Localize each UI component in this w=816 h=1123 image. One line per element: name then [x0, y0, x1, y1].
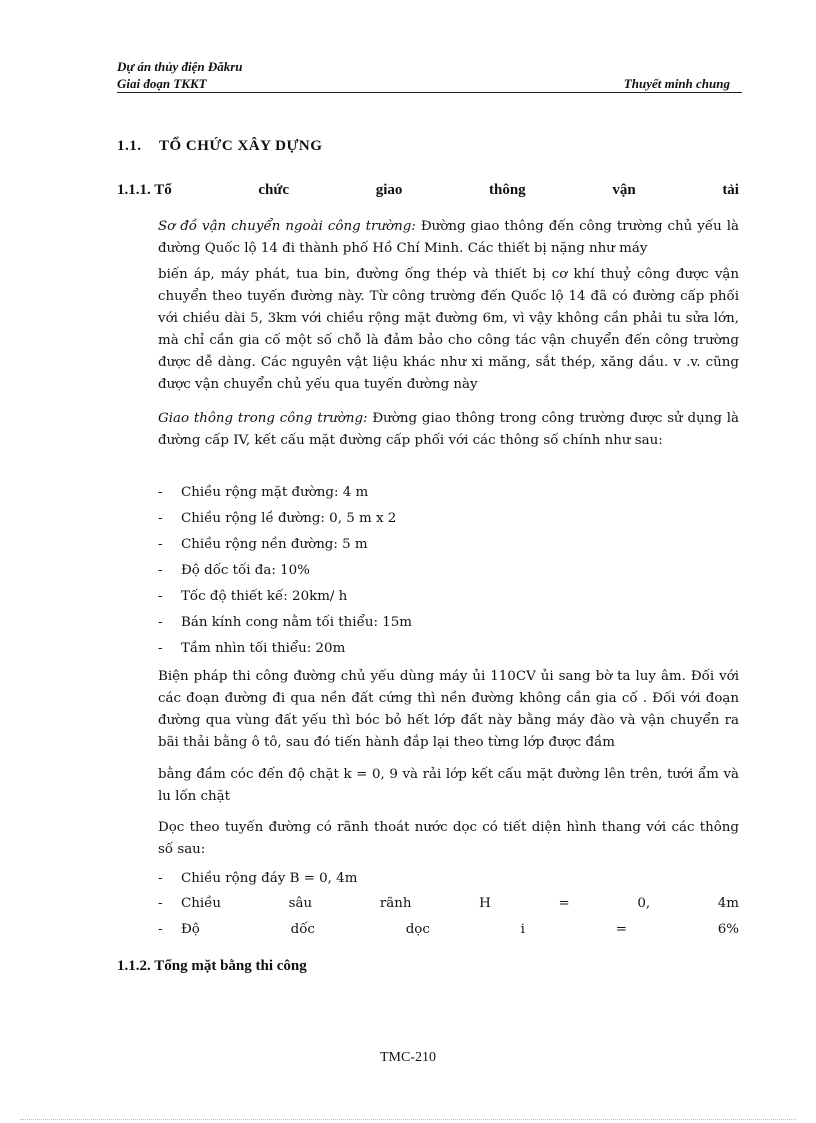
page-bottom-border — [20, 1119, 796, 1120]
list-item: - Chiều rộng đáy B = 0, 4m — [158, 871, 358, 886]
paragraph-construction-method-cont — [158, 764, 739, 808]
list-item: - Độ dốc dọc i = 6% — [158, 922, 739, 937]
paragraph-internal-transport — [158, 408, 739, 452]
paragraph-text: biến áp, máy phát, tua bin, đường ống thép và thiết bị cơ khí thuỷ công được vận chuyển theo tuyến đường này. Từ công trường đến Quốc lộ 14 đã có đường cấp phối với chiều dài 5, 3km với chiều rộng mặt đường 6m, vì vậy không cần phải tu sửa lớn, mà chỉ cần gia cố một số chỗ là đảm bảo cho công tác vận chuyển đến công trường được dễ dàng. Các nguyên vật liệu khác như xi măng, sắt thép, xăng dầu. v .v. cũng được vận chuyển chủ yếu qua tuyến đường này — [158, 267, 739, 392]
paragraph-external-transport — [158, 216, 739, 260]
paragraph-external-transport-cont — [158, 264, 739, 396]
paragraph-text: Biện pháp thi công đường chủ yếu dùng máy ủi 110CV ủi sang bờ ta luy âm. Đối với các đoạn đường đi qua nền đất cứng thì nền đường không cần gia cố . Đối với đoạn đường qua vùng đất yếu thì bóc bỏ hết lớp đất này bằng máy đào và vận chuyển ra bãi thải bằng ô tô, sau đó tiến hành đắp lại theo từng lớp được đầm — [158, 669, 739, 750]
list-item: - Độ dốc tối đa: 10% — [158, 563, 310, 578]
subsection-word: tải — [722, 182, 739, 198]
section-heading — [117, 138, 322, 155]
project-name: Dự án thủy điện Đăkru — [117, 59, 243, 74]
list-item: - Tốc độ thiết kế: 20km/ h — [158, 589, 348, 604]
list-item: - Bán kính cong nằm tối thiểu: 15m — [158, 615, 412, 630]
design-phase: Giai đoạn TKKT — [117, 76, 207, 91]
subsection-heading-transport — [117, 182, 739, 199]
subsection-word: thông — [489, 182, 526, 198]
page-number: TMC-210 — [380, 1050, 436, 1065]
paragraph-lead: Sơ đồ vận chuyển ngoài công trường: — [158, 219, 416, 234]
subsection-word: 1.1.1. Tổ — [117, 182, 172, 198]
subsection-word: vận — [612, 182, 636, 198]
list-item: - Chiều rộng mặt đường: 4 m — [158, 485, 369, 500]
subsection-word: chức — [258, 182, 290, 198]
section-title: TỔ CHỨC XÂY DỰNG — [159, 138, 323, 154]
paragraph-drainage — [158, 817, 739, 861]
list-item: - Chiều rộng nền đường: 5 m — [158, 537, 368, 552]
section-number: 1.1. — [117, 138, 142, 154]
paragraph-text: Dọc theo tuyến đường có rãnh thoát nước dọc có tiết diện hình thang với các thông số sau: — [158, 820, 739, 857]
paragraph-construction-method — [158, 666, 739, 754]
header-divider — [117, 92, 742, 93]
paragraph-lead: Giao thông trong công trường: — [158, 411, 368, 426]
paragraph-text: Đường giao thông đến công trường chủ yếu là đường Quốc lộ 14 đi thành phố Hồ Chí Minh. Các thiết bị nặng như máy — [158, 219, 739, 256]
list-item: - Tầm nhìn tối thiểu: 20m — [158, 641, 346, 656]
subsection-word: giao — [375, 182, 403, 198]
paragraph-text: Đường giao thông trong công trường được sử dụng là đường cấp IV, kết cấu mặt đường cấp phối với các thông số chính như sau: — [158, 411, 739, 448]
list-item: - Chiều sâu rãnh H = 0, 4m — [158, 896, 739, 911]
page-header-left — [117, 58, 243, 92]
document-type: Thuyết minh chung — [623, 76, 730, 91]
subsection-heading-site-layout: 1.1.2. Tổng mặt bằng thi công — [117, 958, 307, 974]
paragraph-text: bằng đầm cóc đến độ chặt k = 0, 9 và rải lớp kết cấu mặt đường lên trên, tưới ẩm và lu lốn chặt — [158, 767, 739, 804]
list-item: - Chiều rộng lề đường: 0, 5 m x 2 — [158, 511, 397, 526]
